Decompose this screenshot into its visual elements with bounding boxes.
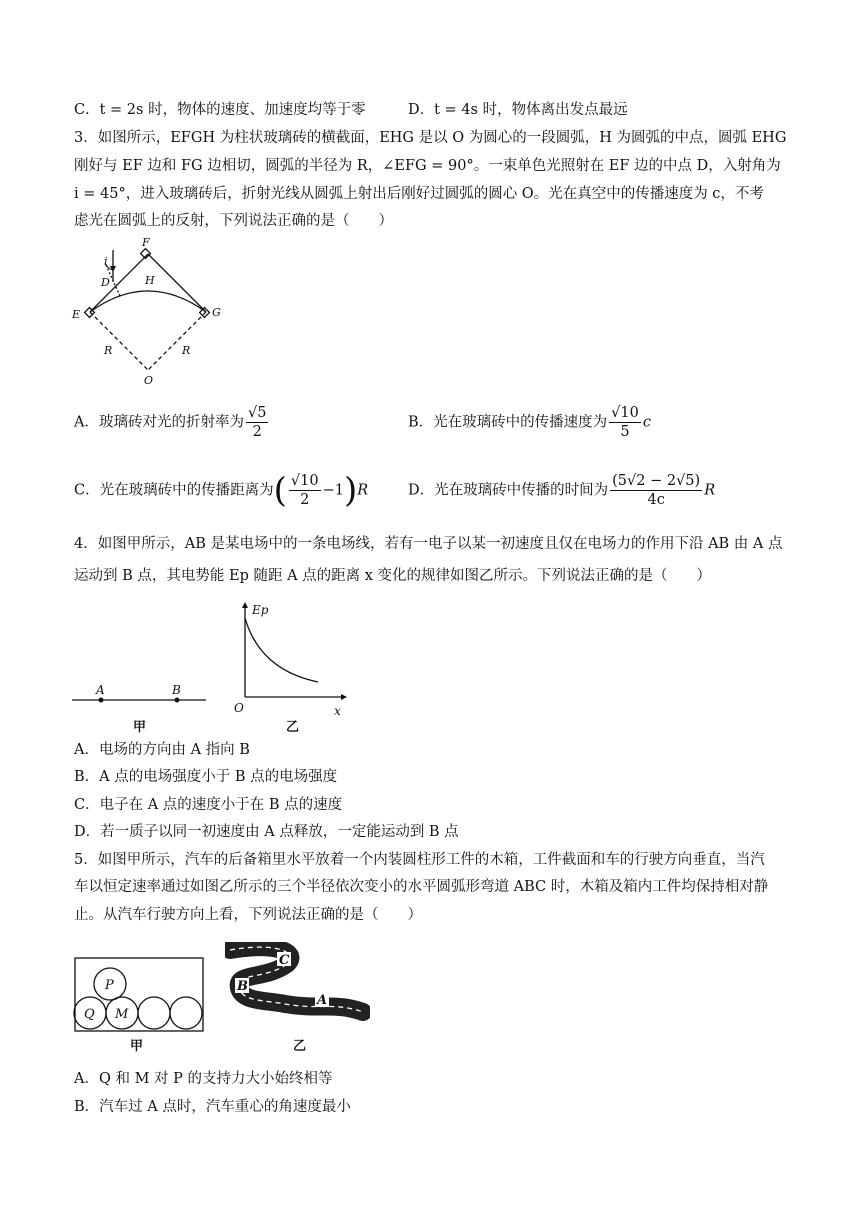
q3-b-suffix: c bbox=[642, 414, 651, 431]
q3-a-num: √5 bbox=[247, 405, 267, 421]
q5-option-b: B．汽车过 A 点时，汽车重心的角速度最小 bbox=[74, 1099, 351, 1115]
q5-label-b: B bbox=[237, 979, 248, 994]
q3-c-den: 2 bbox=[300, 492, 310, 508]
q3-label-i: i bbox=[104, 255, 108, 268]
q3-option-a bbox=[74, 404, 270, 441]
q3-d-suffix: R bbox=[704, 482, 716, 499]
q3-option-a-text: A．玻璃砖对光的折射率为 bbox=[74, 414, 244, 431]
q4-option-b: B．A 点的电场强度小于 B 点的电场强度 bbox=[74, 769, 338, 785]
q3-option-d-text: D．光在玻璃砖中传播的时间为 bbox=[408, 482, 609, 499]
q3-label-o: O bbox=[144, 374, 154, 387]
q3-b-den: 5 bbox=[620, 424, 630, 440]
q2-option-d: D．t = 4s 时，物体离出发点最远 bbox=[408, 102, 628, 118]
q3-option-d bbox=[408, 472, 715, 509]
q3-c-mid: −1 bbox=[322, 482, 344, 499]
q4-stem-line1: 4．如图甲所示，AB 是某电场中的一条电场线，若有一电子以某一初速度且仅在电场力的作用下沿 AB 由 A 点 bbox=[74, 536, 783, 552]
q5-stem-line3: 止。从汽车行驶方向上看，下列说法正确的是（ ） bbox=[74, 907, 422, 923]
q3-option-b-fraction bbox=[609, 404, 641, 441]
q5-label-p: P bbox=[105, 978, 114, 993]
q3-a-den: 2 bbox=[252, 424, 262, 440]
q3-option-a-fraction bbox=[246, 404, 268, 441]
q3-option-d-fraction bbox=[610, 472, 702, 509]
q3-c-suffix: R bbox=[357, 482, 369, 499]
q5-label-q: Q bbox=[84, 1007, 95, 1022]
q3-stem-line4: 虑光在圆弧上的反射，下列说法正确的是（ ） bbox=[74, 213, 393, 229]
q5-caption-yi: 乙 bbox=[293, 1039, 307, 1054]
q4-stem-line2: 运动到 B 点，其电势能 Ep 随距 A 点的距离 x 变化的规律如图乙所示。下列说法正确的是（ ） bbox=[74, 568, 712, 584]
q3-label-g: G bbox=[212, 306, 221, 319]
q3-d-num: (5√2 − 2√5) bbox=[612, 473, 701, 489]
q3-stem-line3: i = 45°，进入玻璃砖后，折射光线从圆弧上射出后刚好过圆弧的圆心 O。光在真空中的传播速度为 c，不考 bbox=[74, 186, 764, 202]
q5-label-m: M bbox=[115, 1007, 129, 1022]
q4-caption-yi: 乙 bbox=[286, 720, 300, 735]
q4-option-c: C．电子在 A 点的速度小于在 B 点的速度 bbox=[74, 797, 343, 813]
q4-label-b: B bbox=[172, 683, 181, 697]
q5-label-c: C bbox=[279, 953, 290, 968]
q3-label-f: F bbox=[142, 236, 150, 249]
q4-caption-jia: 甲 bbox=[133, 720, 147, 735]
q4-label-o: O bbox=[234, 701, 244, 715]
q3-glass-brick-figure bbox=[70, 232, 230, 392]
q5-option-a: A．Q 和 M 对 P 的支持力大小始终相等 bbox=[74, 1071, 333, 1087]
q2-option-c: C．t = 2s 时，物体的速度、加速度均等于零 bbox=[74, 102, 366, 118]
q4-option-a: A．电场的方向由 A 指向 B bbox=[74, 742, 250, 758]
q3-label-r-left: R bbox=[104, 344, 113, 357]
q5-box-figure bbox=[72, 955, 208, 1055]
q4-label-ep: Ep bbox=[252, 603, 269, 617]
q3-c-num: √10 bbox=[290, 473, 319, 489]
q3-stem-line2: 刚好与 EF 边和 FG 边相切，圆弧的半径为 R，∠EFG = 90°。一束单色光照射在 EF 边的中点 D，入射角为 bbox=[74, 158, 781, 174]
q3-option-c-text: C．光在玻璃砖中的传播距离为 bbox=[74, 482, 274, 499]
q4-label-x: x bbox=[334, 704, 341, 718]
q3-label-h: H bbox=[145, 274, 155, 287]
q5-caption-jia: 甲 bbox=[130, 1039, 144, 1054]
q3-option-c: C．光在玻璃砖中的传播距离为( $\frac{√10}{2}$ −1)R bbox=[74, 470, 369, 511]
q3-d-den: 4c bbox=[647, 492, 665, 508]
q4-label-a: A bbox=[96, 683, 105, 697]
q5-stem-line2: 车以恒定速率通过如图乙所示的三个半径依次变小的水平圆弧形弯道 ABC 时，木箱及箱内工件均保持相对静 bbox=[74, 879, 769, 895]
q5-road-figure bbox=[225, 942, 370, 1057]
q4-ep-graph bbox=[228, 600, 353, 740]
q3-stem-line1: 3．如图所示，EFGH 为柱状玻璃砖的横截面，EHG 是以 O 为圆心的一段圆弧，H 为圆弧的中点，圆弧 EHG bbox=[74, 130, 787, 146]
q3-b-num: √10 bbox=[611, 405, 639, 421]
q3-option-b bbox=[408, 404, 651, 441]
q4-field-line-figure bbox=[70, 678, 210, 738]
q3-label-e: E bbox=[72, 308, 81, 321]
q3-label-r-right: R bbox=[182, 344, 191, 357]
q3-option-c-fraction bbox=[289, 472, 321, 509]
q5-stem-line1: 5．如图甲所示，汽车的后备箱里水平放着一个内装圆柱形工件的木箱，工件截面和车的行驶方向垂直，当汽 bbox=[74, 852, 765, 868]
q3-label-d: D bbox=[101, 276, 110, 289]
q5-label-a: A bbox=[317, 993, 328, 1008]
q3-option-b-text: B．光在玻璃砖中的传播速度为 bbox=[408, 414, 608, 431]
q4-option-d: D．若一质子以同一初速度由 A 点释放，一定能运动到 B 点 bbox=[74, 824, 459, 840]
